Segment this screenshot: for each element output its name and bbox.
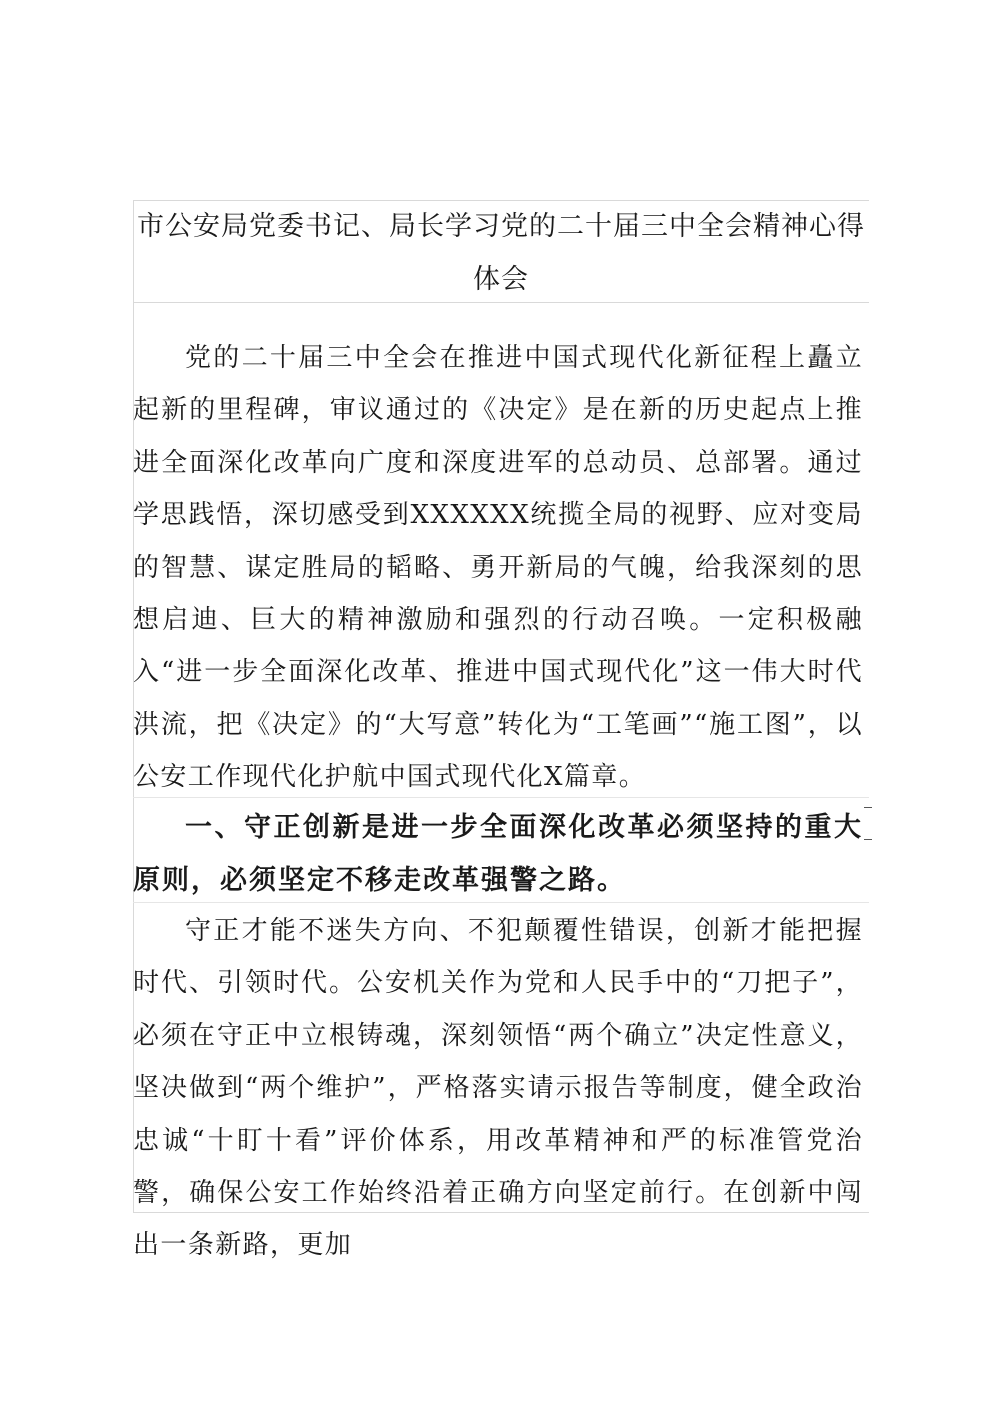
paragraph-intro: 党的二十届三中全会在推进中国式现代化新征程上矗立起新的里程碑，审议通过的《决定》是在新的历史起点上推进全面深化改革向广度和深度进军的总动员、总部署。通过学思践悟，深切感受到XXXXXX统揽全局的视野、应对变局的智慧、谋定胜局的韬略、勇开新局的气魄，给我深刻的思想启迪、巨大的精神激励和强烈的行动召唤。一定积极融入“进一步全面深化改革、推进中国式现代化”这一伟大时代洪流，把《决定》的“大写意”转化为“工笔画”“施工图”，以公安工作现代化护航中国式现代化X篇章。 xyxy=(133,343,863,793)
paragraph-section-1: 守正才能不迷失方向、不犯颠覆性错误，创新才能把握时代、引领时代。公安机关作为党和人民手中的“刀把子”，必须在守正中立根铸魂，深刻领悟“两个确立”决定性意义，坚决做到“两个维护”，严格落实请示报告等制度，健全政治忠诚“十盯十看”评价体系，用改革精神和严的标准管党治警，确保公安工作始终沿着正确方向坚定前行。在创新中闯出一条新路，更加 xyxy=(133,916,863,1261)
edge-mark-bottom xyxy=(864,839,872,840)
section-heading-1: 一、守正创新是进一步全面深化改革必须坚持的重大原则，必须坚定不移走改革强警之路。 xyxy=(133,812,863,896)
document-title: 市公安局党委书记、局长学习党的二十届三中全会精神心得体会 xyxy=(137,211,865,295)
edge-mark-top xyxy=(864,807,872,808)
